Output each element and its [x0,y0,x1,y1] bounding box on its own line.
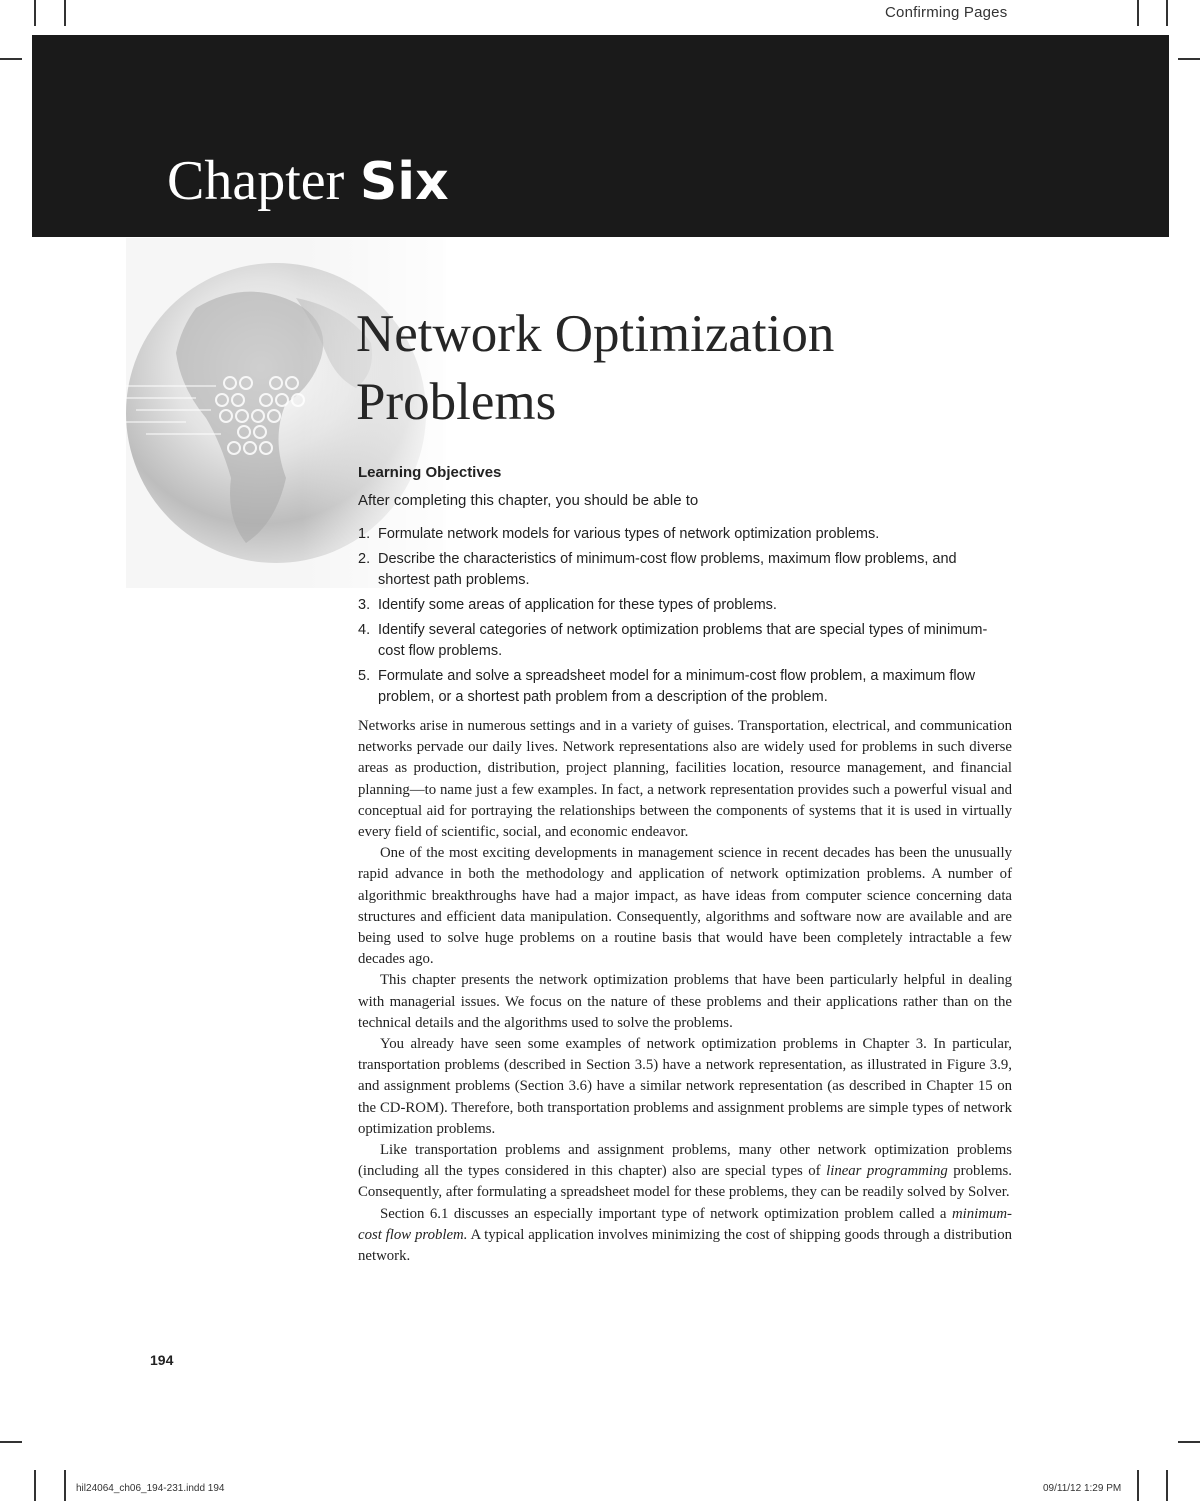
learning-objectives-list [358,524,1012,712]
paragraph-text: Section 6.1 discusses an especially important type of network optimization problem called a [380,1205,952,1222]
objective-item [358,595,1012,616]
paragraph-text: A typical application involves minimizing the cost of shipping goods through a distribution network. [358,1226,1012,1265]
paragraph: One of the most exciting developments in management science in recent decades has been the unusually rapid advance in both the methodology and application of network optimization problems. A number of algorithmic breakthroughs have had a major impact, as have ideas from computer science concerning data structures and efficient data manipulation. Consequently, algorithms and software now are available and are being used to solve huge problems on a routine basis that would have been completely intractable a few decades ago. [358,845,1012,968]
learning-objectives-heading: Learning Objectives [358,464,502,481]
paragraph: You already have seen some examples of network optimization problems in Chapter 3. In particular, transportation problems (described in Section 3.5) have a network representation, as illustrated in Figure 3.9, and assignment problems (Section 3.6) have a similar network representation (as described in Chapter 15 on the CD-ROM). Therefore, both transportation problems and assignment problems are simple types of network optimization problems. [358,1036,1012,1137]
chapter-prefix: Chapter [167,150,345,212]
objective-item [358,549,1012,591]
objective-text: Identify several categories of network optimization problems that are special types of minimum-cost flow problems. [378,622,988,659]
paragraph-text: problems. Consequently, after formulating a spreadsheet model for these problems, they can be readily solved by Solver. [358,1163,1013,1201]
emphasis-minimum-cost-flow: minimum-cost flow problem. [358,1205,1012,1243]
crop-mark [64,0,66,26]
objective-item [358,620,1012,662]
crop-mark [0,58,22,60]
confirming-pages-label: Confirming Pages [885,4,1008,21]
crop-mark [34,0,36,26]
objective-item [358,524,1012,545]
objective-number: 3. [358,597,371,613]
paragraph-text: Like transportation problems and assignment problems, many other network optimization problems (including all the types considered in this chapter) also are special types of [358,1142,1012,1180]
crop-mark [1178,58,1200,60]
chapter-heading [167,148,449,214]
objective-number: 5. [358,668,371,684]
learning-objectives-intro: After completing this chapter, you should be able to [358,492,699,509]
crop-mark [64,1470,66,1501]
objective-number: 4. [358,622,371,638]
crop-mark [1166,0,1168,26]
objective-item [358,666,1012,708]
emphasis-linear-programming: linear programming [826,1163,948,1180]
slug-date-info: 09/11/12 1:29 PM [1043,1483,1122,1494]
objective-number: 1. [358,526,371,542]
paragraph [358,1140,1012,1204]
slug-file-info: hil24064_ch06_194-231.indd 194 [76,1483,225,1494]
body-text [358,716,1012,1267]
crop-mark [1178,1441,1200,1443]
chapter-title-line2: Problems [356,373,557,431]
paragraph: Networks arise in numerous settings and in a variety of guises. Transportation, electrical, and communication networks pervade our daily lives. Network representations also are widely used for problems in such diverse areas as production, distribution, project planning, facilities location, resource management, and financial planning—to name just a few examples. In fact, a network representation provides such a powerful visual and conceptual aid for portraying the relationships between the components of systems that it is used in virtually every field of scientific, social, and economic endeavor. [358,718,1012,841]
objective-number: 2. [358,551,371,567]
objective-text: Describe the characteristics of minimum-cost flow problems, maximum flow problems, and shortest path problems. [378,551,957,588]
paragraph: This chapter presents the network optimization problems that have been particularly helpful in dealing with managerial issues. We focus on the nature of these problems and their applications rather than on the technical details and the algorithms used to solve the problems. [358,972,1012,1031]
objective-text: Identify some areas of application for these types of problems. [378,597,777,613]
page-number: 194 [150,1352,174,1368]
objective-text: Formulate and solve a spreadsheet model for a minimum-cost flow problem, a maximum flow problem, or a shortest path problem from a description of the problem. [378,668,976,705]
chapter-title-line1: Network Optimization [356,305,835,363]
chapter-number: Six [359,152,449,212]
crop-mark [1166,1470,1168,1501]
crop-mark [1137,0,1139,26]
crop-mark [0,1441,22,1443]
crop-mark [34,1470,36,1501]
chapter-title [356,300,1056,436]
crop-mark [1137,1470,1139,1501]
paragraph [358,1204,1012,1268]
objective-text: Formulate network models for various types of network optimization problems. [378,526,880,542]
